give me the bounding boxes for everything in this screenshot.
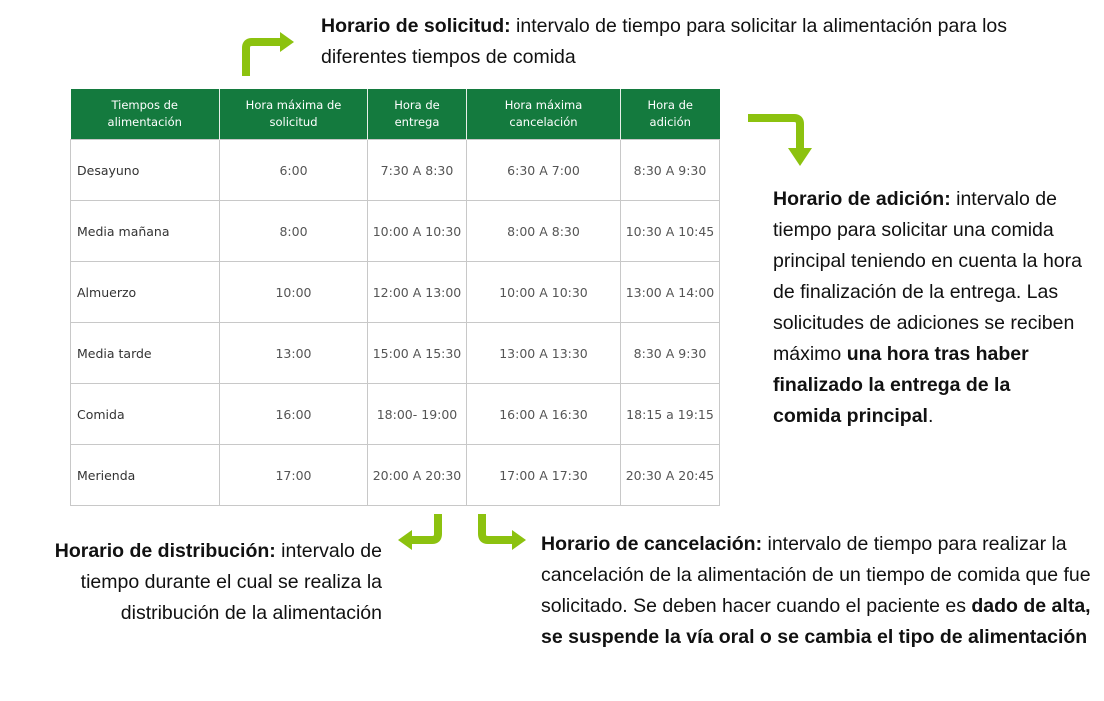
table-cell: 10:00: [220, 262, 368, 323]
table-cell: 8:30 A 9:30: [621, 323, 720, 384]
note-distribucion: [20, 536, 382, 629]
meal-cell: Media mañana: [71, 201, 220, 262]
table-row: [71, 445, 720, 506]
column-header: Hora máxima de solicitud: [220, 89, 368, 140]
note-adicion-text: intervalo de tiempo para solicitar una comida principal teniendo en cuenta la hora de finalización de la entrega. Las solicitudes de adiciones se reciben máximo: [773, 188, 1082, 365]
table-row: [71, 140, 720, 201]
table-cell: 10:00 A 10:30: [368, 201, 467, 262]
note-distribucion-text: intervalo de tiempo durante el cual se realiza la distribución de la alimentación: [80, 540, 382, 624]
table-cell: 13:00 A 14:00: [621, 262, 720, 323]
meal-cell: Comida: [71, 384, 220, 445]
schedule-table: [70, 89, 720, 506]
note-cancelacion: [541, 529, 1096, 653]
note-cancelacion-emphasis: dado de alta, se suspende la vía oral o se cambia el tipo de alimentación: [541, 595, 1091, 648]
table-cell: 13:00: [220, 323, 368, 384]
table-cell: 8:00 A 8:30: [467, 201, 621, 262]
table-cell: 8:30 A 9:30: [621, 140, 720, 201]
table-cell: 7:30 A 8:30: [368, 140, 467, 201]
arrow-distribucion-icon: [394, 512, 450, 558]
note-solicitud-title: Horario de solicitud:: [321, 15, 511, 37]
column-header: Tiempos de alimentación: [71, 89, 220, 140]
table-cell: 17:00: [220, 445, 368, 506]
meal-cell: Media tarde: [71, 323, 220, 384]
arrow-cancelacion-icon: [472, 512, 532, 558]
table-cell: 16:00: [220, 384, 368, 445]
column-header: Hora máxima cancelación: [467, 89, 621, 140]
table-row: [71, 323, 720, 384]
table-cell: 20:30 A 20:45: [621, 445, 720, 506]
note-adicion: [773, 184, 1083, 432]
table-cell: 8:00: [220, 201, 368, 262]
column-header: Hora de entrega: [368, 89, 467, 140]
note-adicion-title: Horario de adición:: [773, 188, 951, 210]
meal-cell: Desayuno: [71, 140, 220, 201]
note-adicion-emphasis: una hora tras haber finalizado la entrega de la comida principal: [773, 343, 1029, 427]
table-row: [71, 384, 720, 445]
meal-cell: Almuerzo: [71, 262, 220, 323]
note-solicitud-text: intervalo de tiempo para solicitar la alimentación para los diferentes tiempos de comida: [321, 15, 1008, 68]
column-header: Hora de adición: [621, 89, 720, 140]
note-cancelacion-text: intervalo de tiempo para realizar la cancelación de la alimentación de un tiempo de comida que fue solicitado. Se deben hacer cuando el paciente es: [541, 533, 1091, 617]
table-cell: 6:00: [220, 140, 368, 201]
table-cell: 10:00 A 10:30: [467, 262, 621, 323]
table-cell: 18:00- 19:00: [368, 384, 467, 445]
meal-cell: Merienda: [71, 445, 220, 506]
table-cell: 12:00 A 13:00: [368, 262, 467, 323]
note-solicitud: [321, 11, 1091, 73]
table-cell: 17:00 A 17:30: [467, 445, 621, 506]
table-row: [71, 201, 720, 262]
table-row: [71, 262, 720, 323]
note-adicion-tail: .: [927, 405, 934, 427]
note-cancelacion-title: Horario de cancelación:: [541, 533, 763, 555]
arrow-solicitud-icon: [236, 30, 298, 78]
arrow-adicion-icon: [746, 110, 822, 170]
table-cell: 15:00 A 15:30: [368, 323, 467, 384]
table-cell: 13:00 A 13:30: [467, 323, 621, 384]
table-cell: 6:30 A 7:00: [467, 140, 621, 201]
table-header-row: [71, 89, 720, 140]
table-cell: 10:30 A 10:45: [621, 201, 720, 262]
note-distribucion-title: Horario de distribución:: [54, 540, 276, 562]
table-cell: 16:00 A 16:30: [467, 384, 621, 445]
table-cell: 18:15 a 19:15: [621, 384, 720, 445]
table-cell: 20:00 A 20:30: [368, 445, 467, 506]
